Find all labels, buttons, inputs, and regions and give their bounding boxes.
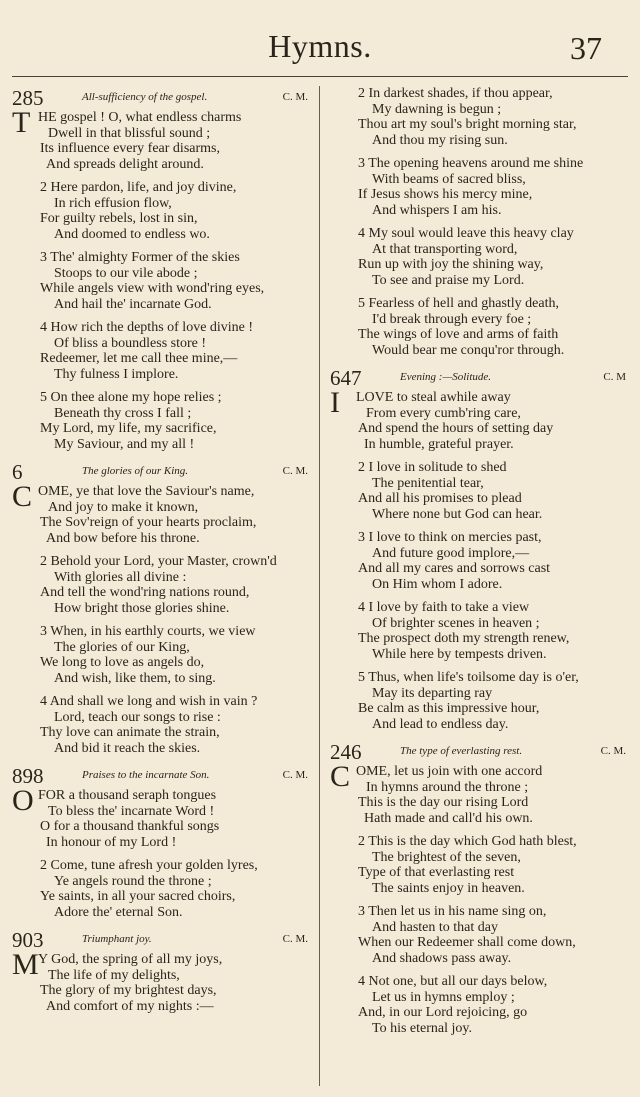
verse-line: And all my cares and sorrows cast	[358, 561, 551, 576]
hymn-subject: Triumphant joy.	[82, 933, 152, 945]
hymn-header	[12, 86, 312, 110]
verse-line: Hath made and call'd his own.	[364, 810, 533, 826]
verse-line: 3 The' almighty Former of the skies	[40, 250, 240, 265]
verse-line: And tell the wond'ring nations round,	[40, 585, 250, 600]
hymn-header	[12, 928, 312, 952]
verse-line: To his eternal joy.	[372, 1020, 472, 1036]
verse-line: And all his promises to plead	[358, 491, 522, 506]
verse-line: While here by tempests driven.	[372, 646, 547, 662]
stanza	[330, 904, 630, 966]
verse-text: OME, ye that love the Saviour's name,	[38, 484, 255, 499]
verse-line: 4 How rich the depths of love divine !	[40, 320, 254, 335]
verse-line: Ye angels round the throne ;	[54, 873, 212, 889]
verse-line: My Lord, my life, my sacrifice,	[40, 421, 217, 436]
hymn-subject: The glories of our King.	[82, 465, 189, 477]
verse-line: When our Redeemer shall come down,	[358, 935, 576, 950]
verse-line: Beneath thy cross I fall ;	[54, 405, 192, 421]
verse-line: And future good implore,—	[372, 545, 530, 561]
verse-line: Dwell in that blissful sound ;	[48, 125, 211, 141]
verse-line: Would bear me conqu'ror through.	[372, 342, 565, 358]
verse-line: 2 In darkest shades, if thou appear,	[358, 86, 553, 101]
verse-line: And joy to make it known,	[48, 499, 199, 515]
hymn-number: 246	[330, 740, 362, 764]
stanza	[330, 670, 630, 732]
stanza	[12, 784, 312, 850]
hymn-number: 647	[330, 366, 362, 390]
hymn	[12, 86, 312, 452]
stanza	[12, 858, 312, 920]
verse-line: 4 And shall we long and wish in vain ?	[40, 694, 258, 709]
verse-line: Ye saints, in all your sacred choirs,	[40, 889, 236, 904]
verse-line: 5 Thus, when life's toilsome day is o'er,	[358, 670, 579, 685]
hymn-meter: C. M.	[282, 465, 308, 477]
verse-line: At that transporting word,	[372, 241, 518, 257]
hymn-header	[330, 740, 630, 764]
verse-line: And wish, like them, to sing.	[54, 670, 216, 686]
page-title: Hymns.	[268, 28, 372, 64]
drop-cap: M	[12, 948, 39, 981]
verse-text: OME, let us join with one accord	[356, 764, 543, 779]
verse-line: The saints enjoy in heaven.	[372, 880, 525, 896]
verse-line: Be calm as this impressive hour,	[358, 701, 540, 716]
verse-line: And spend the hours of setting day	[358, 421, 554, 436]
verse-line: The glories of our King,	[54, 639, 190, 655]
verse-line: 2 Behold your Lord, your Master, crown'd	[40, 554, 277, 569]
verse-line: 2 I love in solitude to shed	[358, 460, 507, 475]
hymn-number: 6	[12, 460, 23, 484]
verse-line: If Jesus shows his mercy mine,	[358, 187, 533, 202]
verse-line: And lead to endless day.	[372, 716, 509, 732]
verse-line: The brightest of the seven,	[372, 849, 521, 865]
verse-line: Adore the' eternal Son.	[54, 904, 183, 920]
hymn-meter: C. M.	[282, 91, 308, 103]
hymn-meter: C. M	[603, 371, 626, 383]
hymn	[330, 740, 630, 1036]
stanza	[330, 600, 630, 662]
stanza	[12, 180, 312, 242]
drop-cap: C	[12, 480, 33, 513]
verse-line: On Him whom I adore.	[372, 576, 503, 592]
hymn-subject: Evening :—Solitude.	[400, 371, 492, 383]
hymn-number: 285	[12, 86, 44, 110]
hymn-meter: C. M.	[282, 933, 308, 945]
stanza	[330, 226, 630, 288]
verse-line: 2 Come, tune afresh your golden lyres,	[40, 858, 258, 873]
stanza	[12, 694, 312, 756]
hymn-subject: Praises to the incarnate Son.	[82, 769, 210, 781]
stanza	[330, 460, 630, 522]
verse-line: And bid it reach the skies.	[54, 740, 201, 756]
hymn-meter: C. M.	[282, 769, 308, 781]
verse-line: 5 On thee alone my hope relies ;	[40, 390, 222, 405]
stanza	[330, 530, 630, 592]
stanza	[12, 320, 312, 382]
verse-text: HE gospel ! O, what endless charms	[38, 110, 242, 125]
verse-line: 5 Fearless of hell and ghastly death,	[358, 296, 560, 311]
verse-line: Where none but God can hear.	[372, 506, 543, 522]
verse-line: 2 This is the day which God hath blest,	[358, 834, 577, 849]
verse-line: Run up with joy the shining way,	[358, 257, 544, 272]
header-rule	[12, 76, 628, 77]
hymn-number: 903	[12, 928, 44, 952]
verse-line: This is the day our rising Lord	[358, 795, 529, 810]
verse-line: And hasten to that day	[372, 919, 498, 935]
verse-line: Of brighter scenes in heaven ;	[372, 615, 540, 631]
verse-line: My dawning is begun ;	[372, 101, 502, 117]
hymn-header	[330, 366, 630, 390]
stanza	[330, 974, 630, 1036]
verse-line: Of bliss a boundless store !	[54, 335, 207, 351]
verse-line: Type of that everlasting rest	[358, 865, 515, 880]
left-column	[12, 86, 312, 1022]
verse-line: And comfort of my nights :—	[46, 998, 214, 1014]
column-divider	[319, 86, 320, 1086]
stanza	[12, 250, 312, 312]
verse-line: I'd break through every foe ;	[372, 311, 532, 327]
verse-text: FOR a thousand seraph tongues	[38, 788, 217, 803]
verse-line: We long to love as angels do,	[40, 655, 205, 670]
stanza	[330, 834, 630, 896]
right-column	[330, 86, 630, 1044]
verse-line: Redeemer, let me call thee mine,—	[40, 351, 238, 366]
verse-line: 4 I love by faith to take a view	[358, 600, 530, 615]
verse-line: The glory of my brightest days,	[40, 983, 217, 998]
verse-line: And, in our Lord rejoicing, go	[358, 1005, 528, 1020]
hymn-meter: C. M.	[600, 745, 626, 757]
hymn-subject: The type of everlasting rest.	[400, 745, 523, 757]
verse-line: The life of my delights,	[48, 967, 180, 983]
verse-line: Thy fulness I implore.	[54, 366, 179, 382]
verse-text: LOVE to steal awhile away	[356, 390, 511, 405]
verse-line: 4 My soul would leave this heavy clay	[358, 226, 574, 241]
verse-line: And hail the' incarnate God.	[54, 296, 212, 312]
verse-line: 3 When, in his earthly courts, we view	[40, 624, 256, 639]
verse-line: And doomed to endless wo.	[54, 226, 210, 242]
stanza	[330, 386, 630, 452]
stanza	[330, 156, 630, 218]
verse-line: 3 I love to think on mercies past,	[358, 530, 542, 545]
verse-line: While angels view with wond'ring eyes,	[40, 281, 265, 296]
verse-line: And spreads delight around.	[46, 156, 204, 172]
page-number: 37	[570, 30, 602, 66]
stanza	[12, 390, 312, 452]
verse-line: Thy love can animate the strain,	[40, 725, 220, 740]
hymn	[12, 928, 312, 1014]
page-header	[0, 0, 640, 72]
hymn	[330, 86, 630, 358]
hymn-header	[12, 764, 312, 788]
verse-line: The wings of love and arms of faith	[358, 327, 559, 342]
verse-line: The prospect doth my strength renew,	[358, 631, 570, 646]
stanza	[330, 760, 630, 826]
stanza	[12, 554, 312, 616]
stanza	[330, 86, 630, 148]
drop-cap: O	[12, 784, 34, 817]
hymn	[330, 366, 630, 732]
verse-line: In rich effusion flow,	[54, 195, 172, 211]
stanza	[12, 480, 312, 546]
verse-line: Lord, teach our songs to rise :	[54, 709, 221, 725]
verse-line: 4 Not one, but all our days below,	[358, 974, 548, 989]
verse-line: Let us in hymns employ ;	[372, 989, 515, 1005]
verse-line: The Sov'reign of your hearts proclaim,	[40, 515, 257, 530]
verse-line: In honour of my Lord !	[46, 834, 177, 850]
stanza	[12, 624, 312, 686]
hymn-header	[12, 460, 312, 484]
hymn-subject: All-sufficiency of the gospel.	[82, 91, 208, 103]
verse-line: And bow before his throne.	[46, 530, 200, 546]
verse-line: And shadows pass away.	[372, 950, 512, 966]
verse-line: How bright those glories shine.	[54, 600, 230, 616]
verse-line: In hymns around the throne ;	[366, 779, 529, 795]
verse-line: And thou my rising sun.	[372, 132, 508, 148]
verse-line: Thou art my soul's bright morning star,	[358, 117, 577, 132]
verse-line: Stoops to our vile abode ;	[54, 265, 198, 281]
verse-line: Its influence every fear disarms,	[40, 141, 220, 156]
verse-line: My Saviour, and my all !	[54, 436, 195, 452]
drop-cap: T	[12, 106, 31, 139]
stanza	[12, 106, 312, 172]
stanza	[330, 296, 630, 358]
verse-line: From every cumb'ring care,	[366, 405, 521, 421]
verse-text: Y God, the spring of all my joys,	[38, 952, 223, 967]
verse-line: For guilty rebels, lost in sin,	[40, 211, 198, 226]
verse-line: The penitential tear,	[372, 475, 484, 491]
drop-cap: C	[330, 760, 351, 793]
hymn	[12, 460, 312, 756]
hymn-number: 898	[12, 764, 44, 788]
verse-line: With beams of sacred bliss,	[372, 171, 526, 187]
verse-line: 3 The opening heavens around me shine	[358, 156, 584, 171]
verse-line: May its departing ray	[372, 685, 493, 701]
verse-line: O for a thousand thankful songs	[40, 819, 220, 834]
verse-line: In humble, grateful prayer.	[364, 436, 514, 452]
verse-line: 3 Then let us in his name sing on,	[358, 904, 547, 919]
verse-line: 2 Here pardon, life, and joy divine,	[40, 180, 237, 195]
verse-line: To bless the' incarnate Word !	[48, 803, 215, 819]
verse-line: To see and praise my Lord.	[372, 272, 525, 288]
verse-line: And whispers I am his.	[372, 202, 502, 218]
verse-line: With glories all divine :	[54, 569, 187, 585]
hymn	[12, 764, 312, 920]
drop-cap: I	[330, 386, 340, 419]
stanza	[12, 948, 312, 1014]
